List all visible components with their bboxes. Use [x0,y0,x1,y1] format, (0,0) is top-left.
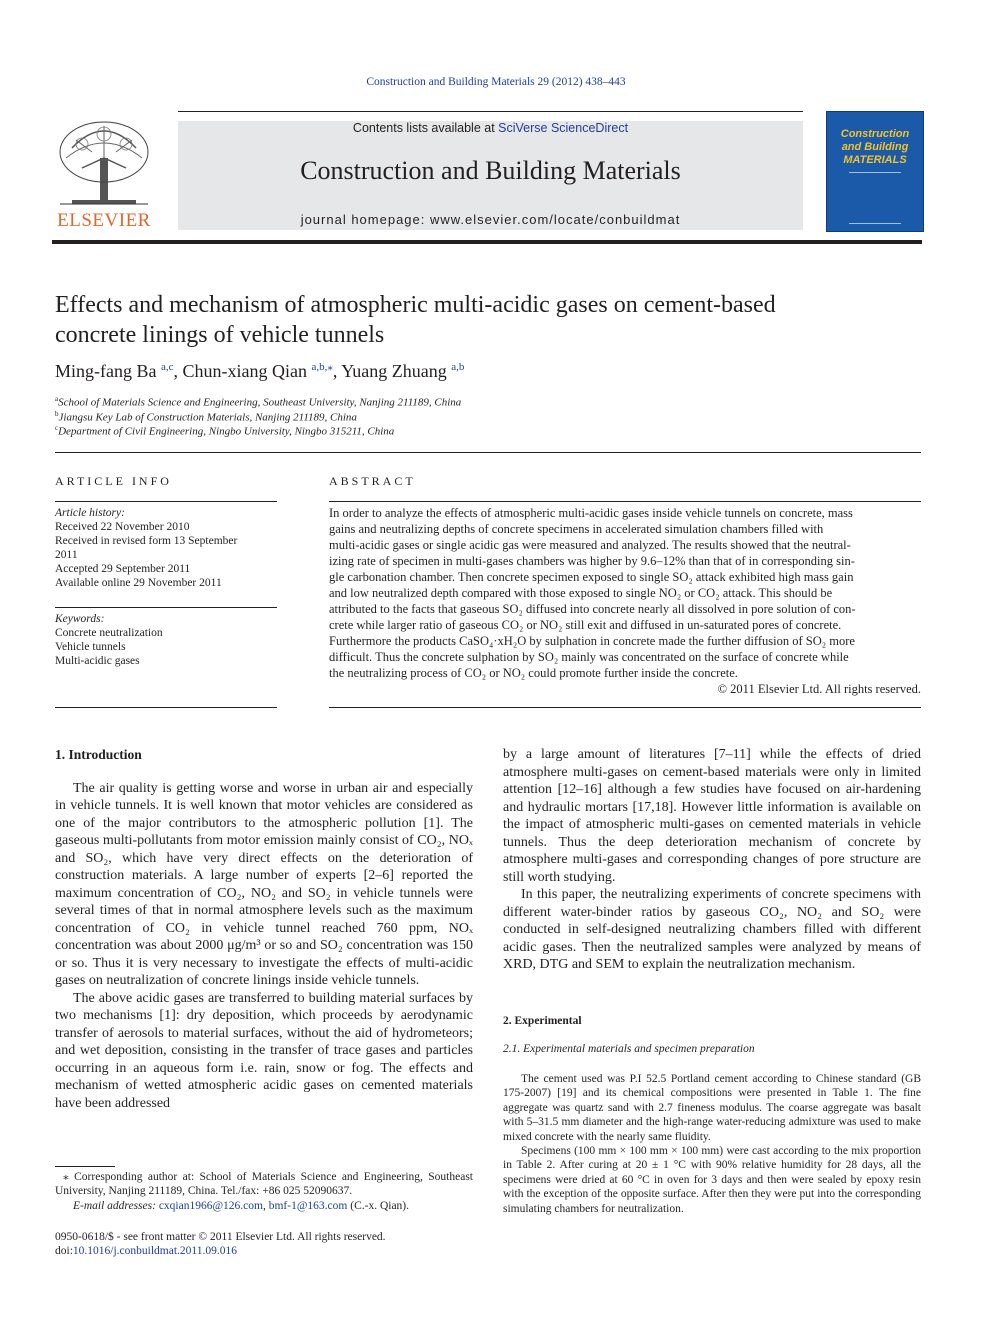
author-separator: , [173,361,183,381]
keywords-label: Keywords: [55,613,105,625]
intro-paragraph-3: by a large amount of literatures [7–11] while the effects of dried atmosphere multi-gases on cement-based materials were only in limited attention [12–16] although a few studies have focused on air-hardening and hydraulic mortars [17,18]. However little information is available on the impact of atmospheric multi-gases on cemented materials in vehicle tunnels. Thus the deep deterioration mechanism of concrete by atmosphere multi-gases and corresponding changes of pore structure are still worth studying. [503,747,921,885]
journal-cover-image[interactable] [826,111,924,232]
right-column [503,746,921,974]
author-name[interactable]: Ming-fang Ba [55,361,157,381]
abstract-line: izing rate of specimen in multi-gases chambers was higher by 9.6–12% than that of in corresponding sin- [329,554,855,568]
keyword: Vehicle tunnels [55,641,126,653]
abstract-line: multi-acidic gases or single acidic gas were measured and analyzed. The results showed that the neutral- [329,538,851,552]
author-name[interactable]: Yuang Zhuang [341,361,447,381]
author-affiliation-marks[interactable]: a,b [451,361,465,373]
page-footer [55,1230,555,1259]
affiliation-text: School of Materials Science and Engineering, Southeast University, Nanjing 211189, China [58,396,462,409]
affiliation-label: c [55,424,59,432]
abstract-heading: ABSTRACT [329,474,416,488]
introduction-heading: 1. Introduction [55,747,142,762]
affiliation-text: Jiangsu Key Lab of Construction Materials, Nanjing 211189, China [58,411,357,424]
header-top-rule [178,111,803,112]
intro-paragraph-1: The air quality is getting worse and worse in urban air and especially in vehicle tunnels. It is well known that motor vehicles are considered as one of the major contributors to the atmospheric pollution [1]. The gaseous multi-pollutants from motor emission mainly consist of CO₂, NOₓ and SO₂, which have very direct effects on the deterioration of construction materials. A large number of experts [2–6] reported the maximum concentration of CO₂, NO₂ and SO₂ in vehicle tunnels were several times of that in normal atmosphere levels such as the maximum concentration of CO₂ in vehicle tunnel reached 760 ppm, NOₓ concentration was about 2000 μg/m³ or so and SO₂ concentration was 150 or so. Thus it is very necessary to investigate the effects of multi-acidic gases on neutralization of concrete linings inside vehicle tunnels. [55,780,473,988]
affiliation-text: Department of Civil Engineering, Ningbo University, Ningbo 315211, China [58,425,395,438]
abstract-line: attributed to the facts that gaseous SO₂ diffused into concrete nearly all dissolved in pore solution of con- [329,602,856,616]
received-date: Received 22 November 2010 [55,521,190,533]
header-thick-rule [52,240,922,244]
journal-citation[interactable]: Construction and Building Materials 29 (2012) 438–443 [366,76,626,88]
article-info-heading: ARTICLE INFO [55,474,172,488]
abstract-line: In order to analyze the effects of atmospheric multi-acidic gases inside vehicle tunnels on concrete, mass [329,506,853,520]
article-title [55,290,915,350]
elsevier-logo[interactable] [52,118,156,210]
left-column [55,746,473,1112]
elsevier-tree-icon [52,118,156,210]
article-title-line-2: concrete linings of vehicle tunnels [55,322,385,348]
journal-name: Construction and Building Materials [300,156,681,185]
materials-subheading: 2.1. Experimental materials and specimen preparation [503,1043,755,1055]
affiliation [55,424,394,438]
affiliation [55,410,357,424]
article-title-line-1: Effects and mechanism of atmospheric multi-acidic gases on cement-based [55,292,776,318]
email-separator: , [262,1199,269,1212]
abstract-line: and low neutralized depth compared with those exposed to single NO₂ or CO₂ attack. This should be [329,586,833,600]
journal-homepage[interactable]: journal homepage: www.elsevier.com/locate/conbuildmat [300,212,681,227]
cover-decoration [849,172,901,224]
issn-line: 0950-0618/$ - see front matter © 2011 Elsevier Ltd. All rights reserved. [55,1231,386,1243]
email-label: E-mail addresses: [73,1199,156,1212]
author-affiliation-marks[interactable]: a,b,⁎ [311,361,333,373]
article-history [55,506,277,590]
email-link[interactable]: bmf-1@163.com [268,1199,348,1212]
author-name[interactable]: Chun-xiang Qian [182,361,307,381]
abstract-line: crete while larger ratio of gaseous CO₂ or NO₂ still exit and diffused in un-saturated pores of concrete. [329,618,842,632]
affiliation-label: a [55,395,59,403]
abstract-line: gle carbonation chamber. Then concrete specimen exposed to single SO₂ attack exhibited high mass gain [329,570,854,584]
info-top-rule [55,452,921,453]
intro-paragraph-2: The above acidic gases are transferred to building material surfaces by two mechanisms [1]: dry deposition, which proceeds by aerodynamic transfer of aerosols to material surfaces, without the aid of hydrometeors; and wet deposition, consisting in the transfer of trace gases and particles occurring in an aqueous form i.e. rain, snow or fog. The effects and mechanism of wetted atmospheric acidic gases on cemented materials have been addressed [55,990,473,1111]
keyword: Multi-acidic gases [55,655,140,667]
history-label: Article history: [55,507,125,519]
affiliation [55,395,461,409]
experimental-text [503,1072,921,1216]
sciencedirect-link[interactable]: SciVerse ScienceDirect [498,121,629,135]
abstract-line: gains and neutralizing depths of concrete specimens in accelerated simulation chambers filled with [329,522,824,536]
intro-paragraph-4: In this paper, the neutralizing experiments of concrete specimens with different water-binder ratios by gaseous CO₂, NO₂ and SO₂ were conducted in self-designed neutralizing chambers filled with different acidic gases. Then the neutralized samples were analyzed by means of XRD, DTG and SEM to explain the neutralization mechanism. [503,887,921,972]
abstract-rule [329,501,921,502]
publisher-name: ELSEVIER [57,210,151,231]
keywords [55,612,277,668]
email-suffix: (C.-x. Qian). [347,1199,409,1212]
experimental-heading: 2. Experimental [503,1015,582,1027]
abstract-line: the neutralizing process of CO₂ or NO₂ could promote further inside the concrete. [329,666,738,680]
corresponding-author-note: ⁎ Corresponding author at: School of Materials Science and Engineering, Southeast University, Nanjing 211189, China. Tel./fax: +86 025 52090637. [55,1171,473,1198]
email-line [55,1199,473,1213]
doi-link[interactable]: 10.1016/j.conbuildmat.2011.09.016 [72,1245,237,1258]
experimental-paragraph-2: Specimens (100 mm × 100 mm × 100 mm) were cast according to the mix proportion in Table 2. After curing at 20 ± 1 °C with 90% relative humidity for 28 days, all the specimens were dried at 60 °C in oven for 3 days and then were sealed by epoxy resin with the exception of the opposite surface. After then they were put into the corresponding simulating chambers for neutralization. [503,1145,921,1215]
revised-date-line-2: 2011 [55,549,78,561]
keywords-rule [55,607,277,608]
revised-date-line-1: Received in revised form 13 September [55,535,238,547]
affiliation-label: b [55,410,59,418]
author-affiliation-marks[interactable]: a,c [160,361,174,373]
abstract-line: difficult. Thus the concrete sulphation by SO₂ mainly was concentrated on the surface of concrete while [329,650,849,664]
abstract-body [329,505,921,697]
cover-title: Construction and Building MATERIALS [840,128,910,166]
info-bottom-rule [55,707,277,708]
accepted-date: Accepted 29 September 2011 [55,563,191,575]
contents-prefix: Contents lists available at [352,121,499,135]
article-info-rule [55,501,277,502]
abstract-bottom-rule [329,707,921,708]
author-separator: , [332,361,342,381]
abstract-line: Furthermore the products CaSO₄·xH₂O by sulphation in concrete made the further diffusion of SO₂ more [329,634,855,648]
experimental-paragraph-1: The cement used was P.I 52.5 Portland cement according to Chinese standard (GB 175-2007) [19] and its chemical compositions were presented in Table 1. The fine aggregate was quartz sand with 2.7 fineness modulus. The coarse aggregate was basalt with 5–31.5 mm diameter and the high-range water-reducing admixture was used to make mixed concrete with the nearly same fluidity. [503,1073,921,1143]
doi-label: doi: [55,1245,73,1258]
keyword: Concrete neutralization [55,627,163,639]
doi-line [55,1244,555,1258]
footnote [55,1170,473,1213]
author-list [55,360,464,382]
contents-line [178,121,803,135]
online-date: Available online 29 November 2011 [55,577,222,589]
email-link[interactable]: cxqian1966@126.com [158,1199,263,1212]
copyright: © 2011 Elsevier Ltd. All rights reserved. [717,682,921,696]
footnote-rule [55,1166,115,1167]
